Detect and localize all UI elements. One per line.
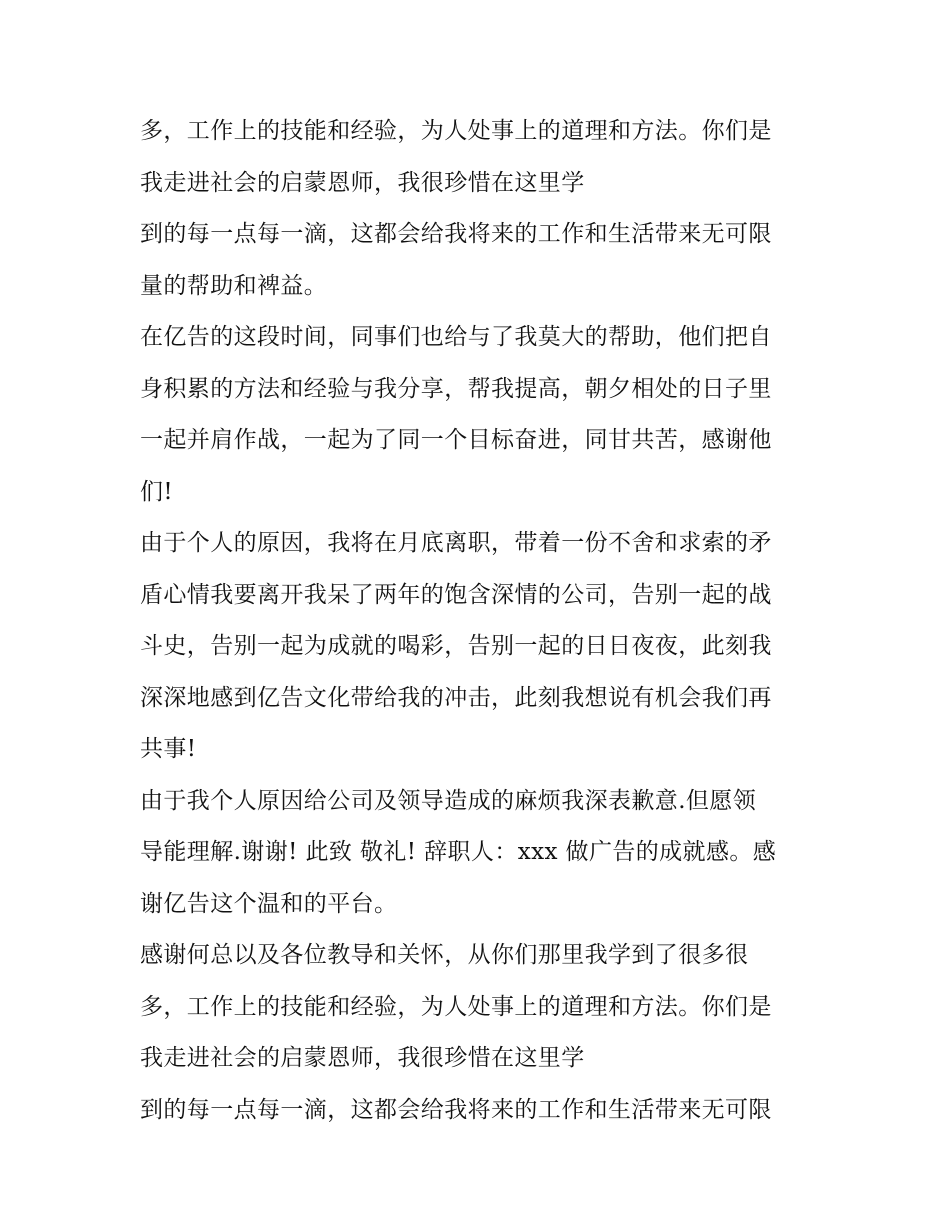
text-line: 深深地感到亿告文化带给我的冲击，此刻我想说有机会我们再 — [140, 684, 772, 711]
document-body — [140, 106, 820, 1136]
text-line: 谢亿告这个温和的平台。 — [140, 890, 398, 917]
text-line: 导能理解.谢谢! 此致 敬礼! 辞职人：xxx 做广告的成就感。感 — [140, 839, 777, 865]
text-line: 共事! — [140, 736, 197, 762]
text-line: 多，工作上的技能和经验，为人处事上的道理和方法。你们是 — [140, 993, 772, 1020]
text-line: 盾心情我要离开我呆了两年的饱含深情的公司，告别一起的战 — [140, 581, 772, 608]
text-line: 斗史，告别一起为成就的喝彩，告别一起的日日夜夜，此刻我 — [140, 633, 772, 659]
text-line: 由于个人的原因，我将在月底离职，带着一份不舍和求索的矛 — [140, 530, 772, 556]
text-line: 感谢何总以及各位教导和关怀，从你们那里我学到了很多很 — [140, 942, 749, 968]
text-line: 由于我个人原因给公司及领导造成的麻烦我深表歉意.但愿领 — [140, 787, 757, 814]
text-line: 身积累的方法和经验与我分享，帮我提高，朝夕相处的日子里 — [140, 375, 772, 402]
text-line: 到的每一点每一滴，这都会给我将来的工作和生活带来无可限 — [140, 1096, 772, 1123]
text-line: 我走进社会的启蒙恩师，我很珍惜在这里学 — [140, 1045, 585, 1071]
text-line: 在亿告的这段时间，同事们也给与了我莫大的帮助，他们把自 — [140, 324, 772, 350]
text-line: 多，工作上的技能和经验，为人处事上的道理和方法。你们是 — [140, 118, 772, 144]
text-line: 们! — [140, 478, 174, 505]
text-line: 一起并肩作战，一起为了同一个目标奋进，同甘共苦，感谢他 — [140, 427, 772, 453]
text-line: 到的每一点每一滴，这都会给我将来的工作和生活带来无可限 — [140, 221, 772, 247]
text-line: 我走进社会的启蒙恩师，我很珍惜在这里学 — [140, 169, 585, 196]
text-line: 量的帮助和裨益。 — [140, 272, 328, 299]
